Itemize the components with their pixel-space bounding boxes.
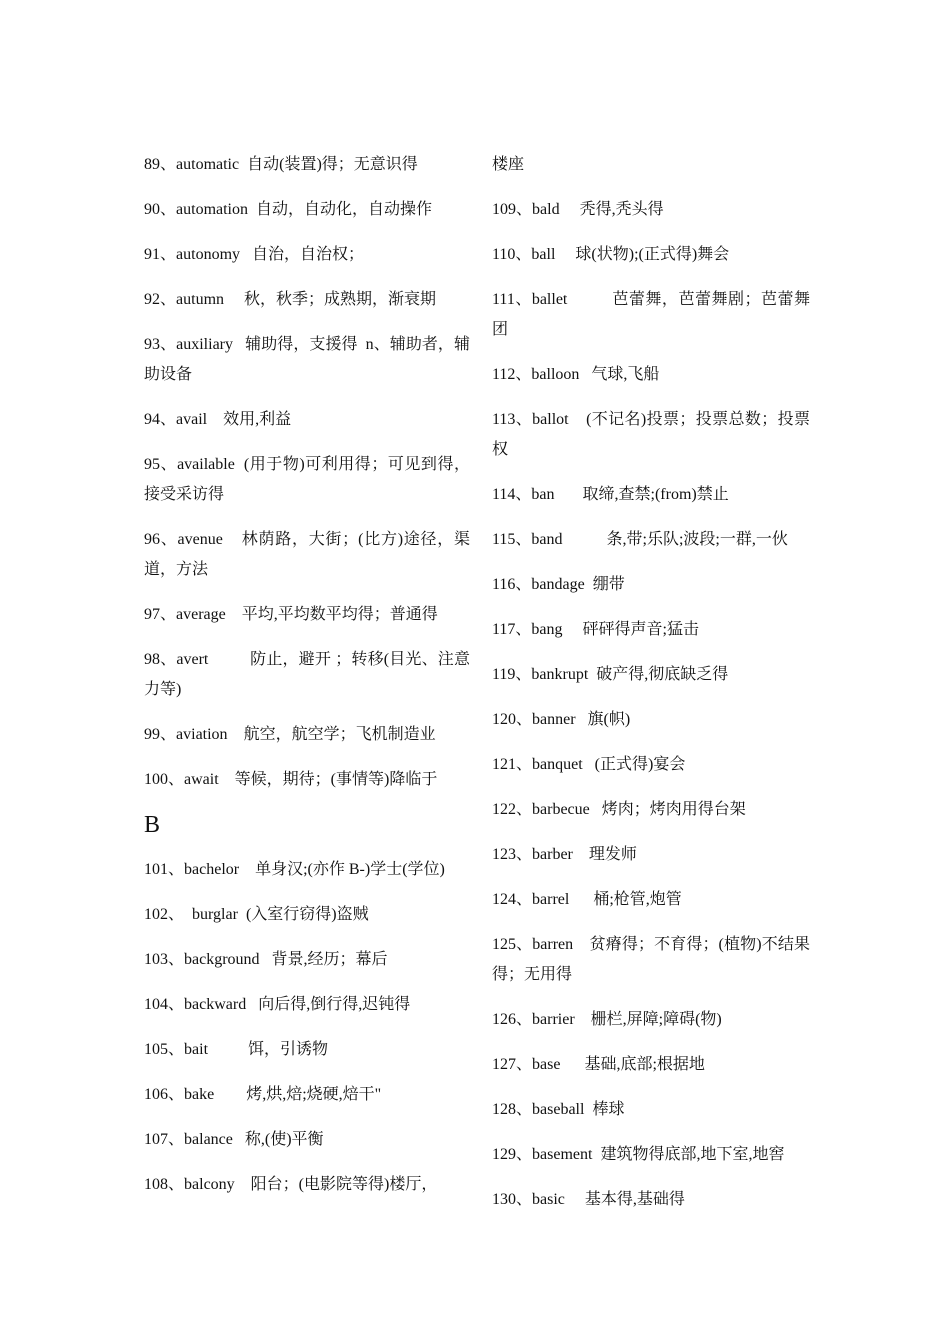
entry-definition: 背景,经历；幕后 [259,951,388,968]
entry-definition: 栅栏,屏障;障碍(物) [574,1011,722,1028]
entry-word: baseball [532,1101,585,1118]
entry-definition: 单身汉;(亦作 B-)学士(学位) [239,861,445,878]
entry-word: avail [176,411,208,428]
entry-number: 119、 [492,666,532,683]
entry-definition: 自治，自治权； [240,246,365,263]
entry-number: 90、 [144,201,177,218]
entry-definition: 基础,底部;根据地 [560,1056,705,1073]
entry-definition: 平均,平均数平均得；普通得 [225,606,438,623]
entry-definition: 称,(使)平衡 [232,1131,324,1148]
vocab-entry [492,1185,810,1215]
vocab-entry [492,1050,810,1080]
entry-word: bald [532,201,560,218]
entry-word: ban [531,486,555,503]
entry-number: 104、 [144,996,185,1013]
entry-definition: (正式得)宴会 [582,756,686,773]
entry-definition: 效用,利益 [207,411,292,428]
vocab-entry [492,1095,810,1125]
vocab-entry [492,1005,810,1035]
entry-definition: 建筑物得底部,地下室,地窖 [592,1146,785,1163]
entry-word: ballot [532,411,569,428]
entry-definition: 破产得,彻底缺乏得 [588,666,729,683]
vocab-entry [144,285,470,315]
vocab-entry [492,705,810,735]
entry-word: band [531,531,563,548]
entry-number: 126、 [492,1011,533,1028]
vocab-entry [144,1170,470,1200]
entry-word: automatic [176,156,240,173]
entry-definition: (入室行窃得)盗贼 [237,906,369,923]
entry-definition: 取缔,查禁;(from)禁止 [554,486,729,503]
vocab-entry [144,240,470,270]
entry-word: background [184,951,260,968]
entry-definition: 自动(装置)得；无意识得 [239,156,418,173]
entry-number: 122、 [492,801,533,818]
entry-definition: 芭蕾舞，芭蕾舞剧；芭蕾舞团 [492,291,810,338]
entry-definition: (不记名)投票；投票总数；投票权 [492,411,810,458]
vocab-entry [492,615,810,645]
entry-word: available [177,456,235,473]
entry-word: avenue [177,531,223,548]
vocab-entry [492,840,810,870]
entry-number: 111、 [492,291,532,308]
entry-number: 102、 [144,906,185,923]
entry-word: barbecue [532,801,590,818]
vocab-entry [492,525,810,555]
entry-number: 106、 [144,1086,185,1103]
vocab-entry [492,360,810,390]
entry-number: 115、 [492,531,532,548]
entry-definition: 理发师 [572,846,637,863]
vocab-entry [144,450,470,510]
entry-number: 98、 [144,651,177,668]
entry-number: 114、 [492,486,532,503]
entry-definition: 烤肉；烤肉用得台架 [589,801,746,818]
entry-number: 127、 [492,1056,533,1073]
vocab-entry [144,150,470,180]
entry-word: automation [176,201,248,218]
left-column [144,150,470,1215]
entry-number: 101、 [144,861,185,878]
entry-definition: 向后得,倒行得,迟钝得 [246,996,411,1013]
entry-word: barrel [532,891,570,908]
entry-number: 103、 [144,951,185,968]
entry-word: banquet [532,756,583,773]
vocab-entry [492,480,810,510]
vocab-entry [144,1080,470,1110]
entry-number: 128、 [492,1101,533,1118]
vocab-entry [492,240,810,270]
vocab-entry [492,885,810,915]
entry-definition: 饵，引诱物 [208,1041,329,1058]
entry-definition: 阳台；(电影院等得)楼厅， [234,1176,438,1193]
entry-number: 112、 [492,366,532,383]
entry-word: bachelor [184,861,240,878]
entry-word: avert [176,651,209,668]
entry-definition: 秋，秋季；成熟期，渐衰期 [224,291,437,308]
entry-word: basic [532,1191,565,1208]
entry-word: barber [532,846,573,863]
vocab-entry [144,330,470,390]
vocab-entry [144,1125,470,1155]
entry-definition: 秃得,秃头得 [559,201,664,218]
entry-word: await [184,771,219,788]
entry-word: aviation [176,726,228,743]
vocab-entry [492,195,810,225]
entry-definition: 基本得,基础得 [564,1191,685,1208]
entry-number: 105、 [144,1041,185,1058]
entry-definition: 球(状物);(正式得)舞会 [555,246,730,263]
vocab-entry [144,645,470,705]
entry-word: burglar [184,906,238,923]
entry-number: 120、 [492,711,533,728]
entry-definition: 贫瘠得；不育得；(植物)不结果得；无用得 [492,936,810,983]
entry-word: bankrupt [531,666,589,683]
entry-word: barren [532,936,574,953]
entry-definition: 防止，避开 ；转移(目光、注意力等) [144,651,470,698]
entry-definition: 旗(帜) [575,711,631,728]
entry-definition: 林荫路，大街；(比方)途径，渠道，方法 [144,531,470,578]
entry-definition: 自动，自动化，自动操作 [248,201,433,218]
entry-definition: 航空，航空学；飞机制造业 [227,726,436,743]
vocab-entry [144,195,470,225]
entry-number: 123、 [492,846,533,863]
entry-number: 91、 [144,246,177,263]
entry-number: 97、 [144,606,177,623]
vocab-entry [144,1035,470,1065]
entry-number: 121、 [492,756,533,773]
vocab-entry [492,930,810,990]
left-entries-before [144,150,470,795]
entry-definition: 烤,烘,焙;烧硬,焙干" [214,1086,382,1103]
entry-word: autonomy [176,246,241,263]
entry-definition: 气球,飞船 [579,366,660,383]
vocab-entry [144,900,470,930]
entry-word: autumn [176,291,225,308]
entry-number: 99、 [144,726,177,743]
entry-word: banner [532,711,576,728]
entry-number: 109、 [492,201,533,218]
entry-word: bait [184,1041,209,1058]
vocab-entry [492,660,810,690]
entry-number: 93、 [144,336,177,353]
entry-definition: 棒球 [584,1101,625,1118]
entry-number: 108、 [144,1176,185,1193]
vocab-entry [492,750,810,780]
vocab-entry [144,765,470,795]
entry-number: 92、 [144,291,177,308]
entry-number: 129、 [492,1146,533,1163]
entry-word: balloon [531,366,580,383]
entry-definition: 等候，期待；(事情等)降临于 [218,771,438,788]
entry-word: base [532,1056,561,1073]
entry-definition: 绷带 [584,576,625,593]
section-letter-heading: B [144,812,161,838]
vocab-entry [144,600,470,630]
vocab-entry [144,720,470,750]
entry-word: bake [184,1086,215,1103]
entry-number: 110、 [492,246,532,263]
entry-definition: 砰砰得声音;猛击 [562,621,699,638]
entry-definition: 条,带;乐队;波段;一群,一伙 [562,531,788,548]
entry-number: 116、 [492,576,532,593]
entry-number: 107、 [144,1131,185,1148]
vocab-entry [144,405,470,435]
entry-number: 100、 [144,771,185,788]
entry-word: ballet [531,291,568,308]
entry-definition: 楼座 [492,156,525,173]
vocab-entry [492,795,810,825]
entry-definition: (用于物)可利用得；可见到得，接受采访得 [144,456,470,503]
entry-definition: 桶;枪管,炮管 [569,891,682,908]
entry-word: basement [532,1146,593,1163]
entry-word: balance [184,1131,233,1148]
right-column [492,150,810,1230]
vocab-entry [144,990,470,1020]
entry-number: 89、 [144,156,177,173]
entry-number: 130、 [492,1191,533,1208]
entry-word: balcony [184,1176,235,1193]
entry-word: auxiliary [176,336,233,353]
entry-definition: 辅助得，支援得 n、辅助者，辅助设备 [144,336,470,383]
vocab-entry [492,1140,810,1170]
vocab-entry [492,570,810,600]
entry-word: bandage [531,576,585,593]
entry-word: bang [531,621,563,638]
entry-word: ball [531,246,556,263]
entry-number: 124、 [492,891,533,908]
entry-number: 125、 [492,936,533,953]
entry-word: average [176,606,226,623]
left-entries-after [144,855,470,1200]
entry-number: 95、 [144,456,178,473]
entry-number: 117、 [492,621,532,638]
entry-number: 113、 [492,411,533,428]
vocab-entry [144,855,470,885]
vocab-entry [144,525,470,585]
entry-number: 96、 [144,531,178,548]
vocab-entry [492,405,810,465]
entry-word: backward [184,996,247,1013]
entry-word: barrier [532,1011,575,1028]
vocab-entry [144,945,470,975]
entry-number: 94、 [144,411,177,428]
vocab-entry [492,285,810,345]
vocab-entry [492,150,810,180]
